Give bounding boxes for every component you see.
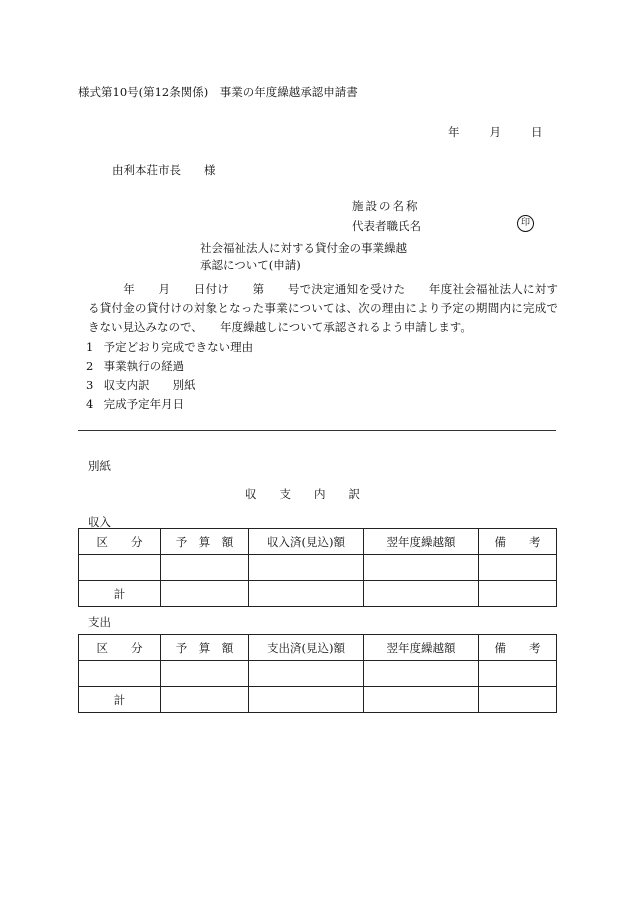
seal-mark: 印 (517, 215, 534, 232)
date-year: 年 (448, 125, 460, 139)
column-header: 備 考 (479, 529, 557, 555)
column-header: 区 分 (79, 635, 161, 661)
list-item: 4 完成予定年月日 (86, 397, 185, 411)
representative-label: 代表者職氏名 (352, 219, 421, 233)
column-header: 区 分 (79, 529, 161, 555)
table-row (79, 661, 557, 687)
date-month: 月 (489, 125, 501, 139)
table-header-row (79, 635, 557, 661)
expense-label: 支出 (88, 615, 111, 629)
column-header: 翌年度繰越額 (364, 635, 479, 661)
expense-table (78, 634, 557, 713)
subject-line-1: 社会福祉法人に対する貸付金の事業繰越 (200, 241, 407, 255)
column-header: 予 算 額 (161, 529, 249, 555)
application-body: 年 月 日付け 第 号で決定通知を受けた 年度社会福祉法人に対する貸付金の貸付けの対象となった事業については、次の理由により予定の期間内に完成できない見込みなので、 年度繰越しについて承認されるよう申請します。 (88, 282, 558, 334)
attachment-label: 別紙 (88, 459, 111, 473)
list-item: 3 収支内訳 別紙 (86, 378, 196, 392)
list-item: 2 事業執行の経過 (86, 359, 185, 373)
income-table (78, 528, 557, 607)
facility-name-label: 施設の名称 (352, 199, 420, 213)
income-label: 収入 (88, 515, 111, 529)
table-total-row (79, 687, 557, 713)
list-item: 1 予定どおり完成できない理由 (86, 340, 254, 354)
divider (78, 430, 556, 431)
total-label: 計 (79, 687, 161, 713)
total-label: 計 (79, 581, 161, 607)
date-day: 日 (531, 125, 543, 139)
column-header: 備 考 (479, 635, 557, 661)
column-header: 支出済(見込)額 (249, 635, 364, 661)
subject-line-2: 承認について(申請) (200, 258, 301, 272)
column-header: 予 算 額 (161, 635, 249, 661)
table-total-row (79, 581, 557, 607)
form-title: 様式第10号(第12条関係) 事業の年度繰越承認申請書 (78, 85, 358, 99)
table-header-row (79, 529, 557, 555)
addressee: 由利本荘市長 様 (112, 163, 216, 177)
breakdown-title: 収 支 内 訳 (245, 487, 360, 501)
item-list (86, 338, 253, 414)
column-header: 収入済(見込)額 (249, 529, 364, 555)
subject (200, 240, 407, 274)
table-row (79, 555, 557, 581)
column-header: 翌年度繰越額 (364, 529, 479, 555)
date-line (448, 124, 543, 140)
